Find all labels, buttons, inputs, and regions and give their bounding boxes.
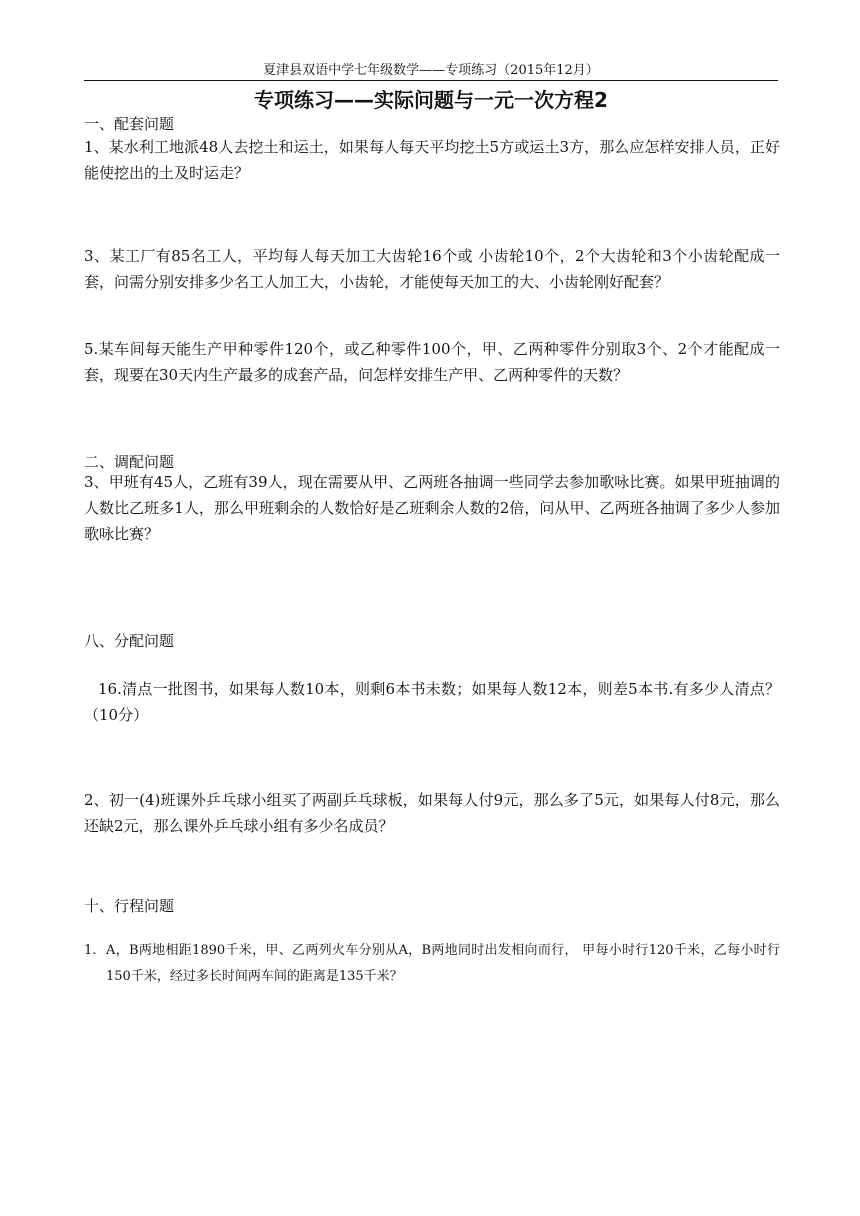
section-heading-allocation: 二、调配问题: [84, 453, 175, 471]
question-5-matching: 5.某车间每天能生产甲种零件120个，或乙种零件100个，甲、乙两种零件分别取3个、2个才能配成一套，现要在30天内生产最多的成套产品，问怎样安排生产甲、乙两种零件的天数？: [84, 340, 780, 384]
question-3-matching: 3、某工厂有85名工人，平均每人每天加工大齿轮16个或 小齿轮10个，2个大齿轮和3个小齿轮配成一套，问需分别安排多少名工人加工大，小齿轮，才能使每天加工的大、小齿轮刚好配套？: [84, 247, 780, 291]
question-3-allocation: 3、甲班有45人，乙班有39人，现在需要从甲、乙两班各抽调一些同学去参加歌咏比赛。如果甲班抽调的人数比乙班多1人，那么甲班剩余的人数恰好是乙班剩余人数的2倍，问从甲、乙两班各抽调了多少人参加歌咏比赛？: [84, 473, 780, 543]
section-heading-distribution: 八、分配问题: [84, 632, 175, 650]
page-header: 夏津县双语中学七年级数学——专项练习（2015年12月）: [263, 63, 599, 78]
page-title: 专项练习——实际问题与一元一次方程2: [254, 88, 608, 112]
question-text: A，B两地相距1890千米，甲、乙两列火车分别从A，B两地同时出发相向而行， 甲每小时行120千米，乙每小时行150千米，经过多长时间两车间的距离是135千米？: [106, 943, 780, 984]
question-1-matching: 1、某水利工地派48人去挖土和运土，如果每人每天平均挖土5方或运土3方，那么应怎样安排人员，正好能使挖出的土及时运走？: [84, 138, 780, 182]
question-16-distribution: 16.清点一批图书，如果每人数10本，则剩6本书未数；如果每人数12本，则差5本书.有多少人清点？（10分）: [84, 680, 780, 724]
section-heading-travel: 十、行程问题: [84, 897, 175, 915]
question-number: 1.: [84, 943, 97, 958]
section-heading-matching: 一、配套问题: [84, 115, 175, 133]
question-1-travel: [84, 938, 780, 990]
header-rule: [84, 80, 778, 81]
question-2-distribution: 2、初一(4)班课外乒乓球小组买了两副乒乓球板，如果每人付9元，那么多了5元，如果每人付8元，那么还缺2元，那么课外乒乓球小组有多少名成员？: [84, 791, 780, 835]
